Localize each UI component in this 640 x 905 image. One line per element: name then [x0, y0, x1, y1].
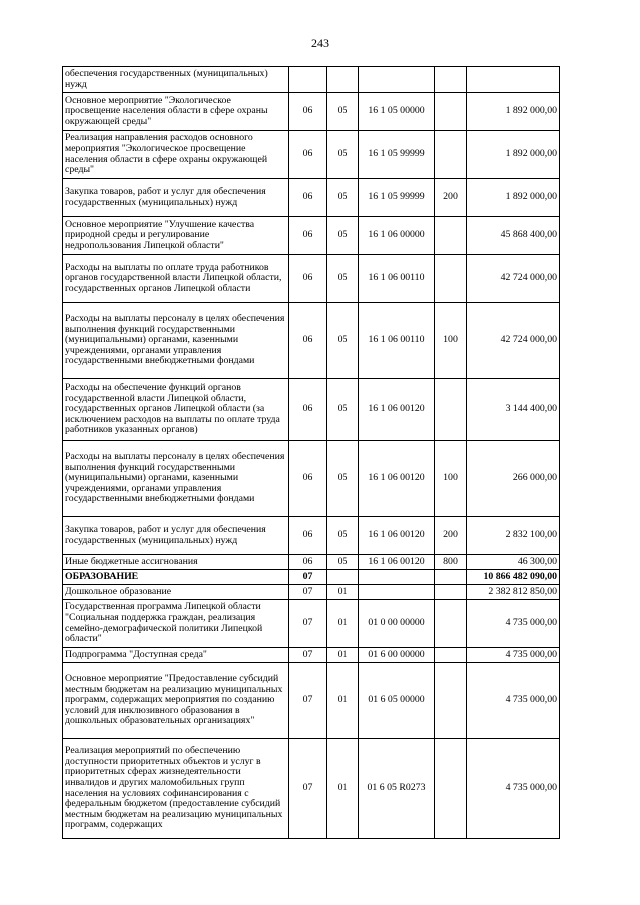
expense-type-code: [435, 131, 467, 179]
table-row: [63, 131, 560, 179]
subsection-code: 05: [327, 379, 359, 441]
target-article-code: 16 1 06 00120: [359, 379, 435, 441]
subsection-code: 05: [327, 555, 359, 570]
section-code: 07: [289, 585, 327, 600]
section-code: 06: [289, 517, 327, 555]
table-row: [63, 648, 560, 663]
expense-name: Закупка товаров, работ и услуг для обеспечения государственных (муниципальных) нужд: [63, 517, 289, 555]
amount: 4 735 000,00: [467, 663, 560, 739]
subsection-code: 01: [327, 600, 359, 648]
expense-name: Закупка товаров, работ и услуг для обеспечения государственных (муниципальных) нужд: [63, 179, 289, 217]
expense-name: Основное мероприятие "Экологическое просвещение населения области в сфере охраны окружающей среды": [63, 93, 289, 131]
table-row: [63, 179, 560, 217]
target-article-code: 01 6 05 R0273: [359, 739, 435, 839]
section-code: 06: [289, 93, 327, 131]
expense-name: Иные бюджетные ассигнования: [63, 555, 289, 570]
target-article-code: 16 1 05 99999: [359, 179, 435, 217]
amount: 46 300,00: [467, 555, 560, 570]
subsection-code: [327, 67, 359, 93]
expense-name: Основное мероприятие "Предоставление субсидий местным бюджетам на реализацию муниципальных программ, содержащих мероприятия по созданию условий для инклюзивного образования в дошкольных образовательных организациях": [63, 663, 289, 739]
target-article-code: 16 1 06 00120: [359, 517, 435, 555]
subsection-code: 05: [327, 303, 359, 379]
table-row: [63, 663, 560, 739]
expense-type-code: [435, 379, 467, 441]
budget-table: [62, 66, 560, 839]
amount: [467, 67, 560, 93]
table-row: [63, 555, 560, 570]
target-article-code: 16 1 06 00120: [359, 441, 435, 517]
expense-name: Реализация направления расходов основного мероприятия "Экологическое просвещение населения области в сфере охраны окружающей среды": [63, 131, 289, 179]
table-row: [63, 739, 560, 839]
expense-type-code: [435, 600, 467, 648]
table-row: [63, 570, 560, 585]
expense-type-code: 200: [435, 517, 467, 555]
section-code: 07: [289, 739, 327, 839]
section-code: 06: [289, 379, 327, 441]
table-body: [63, 67, 560, 839]
expense-name: Расходы на обеспечение функций органов государственной власти Липецкой области, государственных органов Липецкой области (за исключением расходов на выплаты по оплате труда работников указанных органов): [63, 379, 289, 441]
section-code: 07: [289, 648, 327, 663]
expense-type-code: [435, 93, 467, 131]
target-article-code: 01 0 00 00000: [359, 600, 435, 648]
target-article-code: 16 1 06 00000: [359, 217, 435, 255]
expense-type-code: [435, 663, 467, 739]
target-article-code: 16 1 05 99999: [359, 131, 435, 179]
target-article-code: 01 6 00 00000: [359, 648, 435, 663]
amount: 4 735 000,00: [467, 648, 560, 663]
expense-name: Расходы на выплаты персоналу в целях обеспечения выполнения функций государственными (муниципальными) органами, казенными учреждениями, органами управления государственными внебюджетными фондами: [63, 441, 289, 517]
subsection-code: 05: [327, 93, 359, 131]
table-row: [63, 379, 560, 441]
amount: 266 000,00: [467, 441, 560, 517]
target-article-code: [359, 570, 435, 585]
expense-type-code: [435, 739, 467, 839]
target-article-code: 01 6 05 00000: [359, 663, 435, 739]
section-code: 06: [289, 179, 327, 217]
target-article-code: 16 1 05 00000: [359, 93, 435, 131]
expense-type-code: [435, 255, 467, 303]
table-row: [63, 303, 560, 379]
expense-type-code: [435, 570, 467, 585]
subsection-code: 05: [327, 517, 359, 555]
expense-type-code: [435, 648, 467, 663]
table-row: [63, 517, 560, 555]
table-row: [63, 67, 560, 93]
table-row: [63, 217, 560, 255]
subsection-code: 05: [327, 131, 359, 179]
subsection-code: 01: [327, 739, 359, 839]
subsection-code: 05: [327, 255, 359, 303]
target-article-code: 16 1 06 00110: [359, 303, 435, 379]
amount: 42 724 000,00: [467, 303, 560, 379]
target-article-code: 16 1 06 00120: [359, 555, 435, 570]
target-article-code: 16 1 06 00110: [359, 255, 435, 303]
amount: 2 832 100,00: [467, 517, 560, 555]
table-row: [63, 255, 560, 303]
amount: 2 382 812 850,00: [467, 585, 560, 600]
section-code: 06: [289, 217, 327, 255]
expense-type-code: 100: [435, 303, 467, 379]
table-row: [63, 585, 560, 600]
target-article-code: [359, 585, 435, 600]
expense-name: обеспечения государственных (муниципальных) нужд: [63, 67, 289, 93]
expense-name: ОБРАЗОВАНИЕ: [63, 570, 289, 585]
target-article-code: [359, 67, 435, 93]
expense-type-code: [435, 217, 467, 255]
subsection-code: 01: [327, 663, 359, 739]
subsection-code: 01: [327, 585, 359, 600]
page-number: 243: [311, 36, 329, 50]
expense-type-code: 200: [435, 179, 467, 217]
expense-name: Реализация мероприятий по обеспечению доступности приоритетных объектов и услуг в приоритетных сферах жизнедеятельности инвалидов и других маломобильных групп населения на условиях софинансирования с федеральным бюджетом (предоставление субсидий местным бюджетам на реализацию муниципальных программ, содержащих: [63, 739, 289, 839]
section-code: [289, 67, 327, 93]
section-code: 06: [289, 303, 327, 379]
expense-name: Подпрограмма "Доступная среда": [63, 648, 289, 663]
subsection-code: 05: [327, 441, 359, 517]
expense-name: Расходы на выплаты по оплате труда работников органов государственной власти Липецкой области, государственных органов Липецкой области: [63, 255, 289, 303]
amount: 1 892 000,00: [467, 179, 560, 217]
section-code: 06: [289, 255, 327, 303]
table-row: [63, 600, 560, 648]
amount: 4 735 000,00: [467, 739, 560, 839]
expense-type-code: 800: [435, 555, 467, 570]
amount: 10 866 482 090,00: [467, 570, 560, 585]
expense-name: Государственная программа Липецкой области "Социальная поддержка граждан, реализация семейно-демографической политики Липецкой области": [63, 600, 289, 648]
table-row: [63, 93, 560, 131]
subsection-code: 01: [327, 648, 359, 663]
amount: 42 724 000,00: [467, 255, 560, 303]
amount: 1 892 000,00: [467, 93, 560, 131]
expense-name: Расходы на выплаты персоналу в целях обеспечения выполнения функций государственными (муниципальными) органами, казенными учреждениями, органами управления государственными внебюджетными фондами: [63, 303, 289, 379]
expense-name: Дошкольное образование: [63, 585, 289, 600]
subsection-code: 05: [327, 179, 359, 217]
amount: 4 735 000,00: [467, 600, 560, 648]
amount: 45 868 400,00: [467, 217, 560, 255]
expense-name: Основное мероприятие "Улучшение качества природной среды и регулирование недропользования Липецкой области": [63, 217, 289, 255]
amount: 3 144 400,00: [467, 379, 560, 441]
subsection-code: 05: [327, 217, 359, 255]
subsection-code: [327, 570, 359, 585]
section-code: 07: [289, 600, 327, 648]
section-code: 07: [289, 663, 327, 739]
amount: 1 892 000,00: [467, 131, 560, 179]
expense-type-code: [435, 585, 467, 600]
expense-type-code: [435, 67, 467, 93]
section-code: 06: [289, 555, 327, 570]
section-code: 06: [289, 441, 327, 517]
section-code: 07: [289, 570, 327, 585]
expense-type-code: 100: [435, 441, 467, 517]
table-row: [63, 441, 560, 517]
section-code: 06: [289, 131, 327, 179]
